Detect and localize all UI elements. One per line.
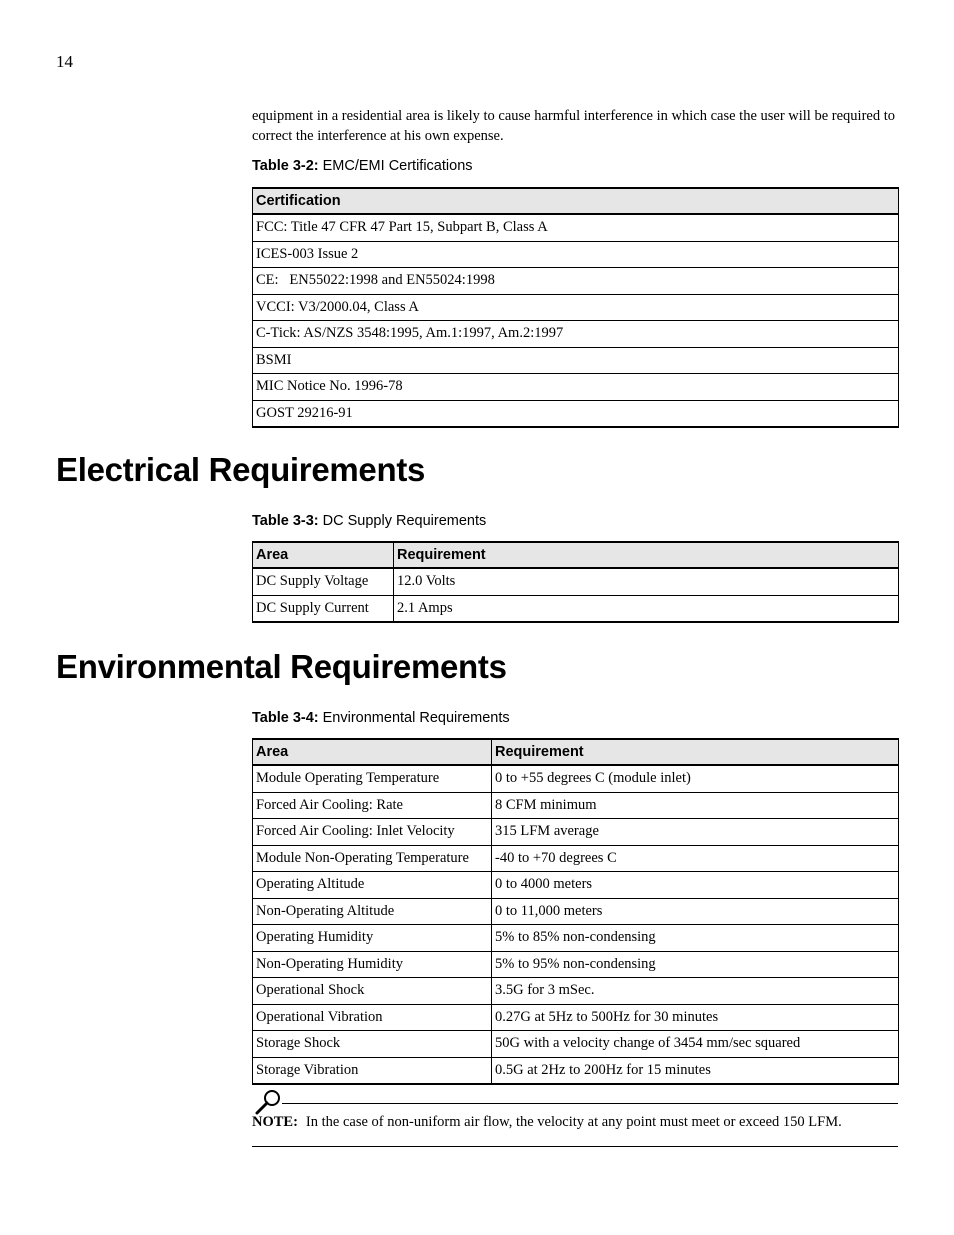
table-cell: 0 to 4000 meters <box>492 872 899 899</box>
table-cell: Operational Vibration <box>253 1004 492 1031</box>
table-cell: DC Supply Current <box>253 595 394 622</box>
table-row <box>253 792 899 819</box>
table-row <box>253 845 899 872</box>
table-cell: 315 LFM average <box>492 819 899 846</box>
table-row <box>253 347 899 374</box>
table-row <box>253 1031 899 1058</box>
table-cell: Module Operating Temperature <box>253 765 492 792</box>
table-cell: Module Non-Operating Temperature <box>253 845 492 872</box>
table-row <box>253 268 899 295</box>
table-cell: 3.5G for 3 mSec. <box>492 978 899 1005</box>
caption-title: DC Supply Requirements <box>322 513 487 529</box>
table-cell: CE: EN55022:1998 and EN55024:1998 <box>253 268 899 295</box>
header-requirement: Requirement <box>492 739 899 765</box>
section-title-environmental: Environmental Requirements <box>56 648 507 685</box>
table-cell: GOST 29216-91 <box>253 400 899 427</box>
header-area: Area <box>253 739 492 765</box>
header-requirement: Requirement <box>394 542 899 568</box>
emc-certifications-table <box>252 187 899 428</box>
table-row <box>253 321 899 348</box>
environmental-table <box>252 738 899 1085</box>
table-cell: DC Supply Voltage <box>253 568 394 595</box>
caption-title: EMC/EMI Certifications <box>322 158 473 174</box>
table-row <box>253 374 899 401</box>
caption-label: Table 3-2: <box>252 158 319 174</box>
page-number: 14 <box>56 52 73 71</box>
table-row <box>253 925 899 952</box>
table-cell: 12.0 Volts <box>394 568 899 595</box>
table-cell: Forced Air Cooling: Rate <box>253 792 492 819</box>
table-cell: 0 to 11,000 meters <box>492 898 899 925</box>
caption-label: Table 3-4: <box>252 710 319 726</box>
table-cell: VCCI: V3/2000.04, Class A <box>253 294 899 321</box>
caption-title: Environmental Requirements <box>322 710 510 726</box>
table-row <box>253 400 899 427</box>
table-row <box>253 241 899 268</box>
note-block <box>252 1114 842 1131</box>
table-cell: Operating Altitude <box>253 872 492 899</box>
table-cell: MIC Notice No. 1996-78 <box>253 374 899 401</box>
table-row <box>253 1004 899 1031</box>
header-area: Area <box>253 542 394 568</box>
table-row <box>253 595 899 622</box>
table-cell: ICES-003 Issue 2 <box>253 241 899 268</box>
note-label: NOTE: <box>252 1114 298 1130</box>
table-cell: Forced Air Cooling: Inlet Velocity <box>253 819 492 846</box>
table-env-caption <box>252 710 510 726</box>
table-cell: -40 to +70 degrees C <box>492 845 899 872</box>
table-cell: 5% to 85% non-condensing <box>492 925 899 952</box>
note-divider-top <box>282 1103 898 1104</box>
table-cell: Operational Shock <box>253 978 492 1005</box>
table-row <box>253 951 899 978</box>
section-title-electrical: Electrical Requirements <box>56 451 426 488</box>
table-emc-caption <box>252 158 473 174</box>
table-row <box>253 765 899 792</box>
table-cell: FCC: Title 47 CFR 47 Part 15, Subpart B, Class A <box>253 214 899 241</box>
table-header-row <box>253 739 899 765</box>
table-cell: Non-Operating Altitude <box>253 898 492 925</box>
table-cell: Storage Vibration <box>253 1057 492 1084</box>
note-text: In the case of non-uniform air flow, the velocity at any point must meet or exceed 150 LFM. <box>305 1114 842 1130</box>
table-row <box>253 978 899 1005</box>
table-dc-caption <box>252 513 486 529</box>
table-row <box>253 819 899 846</box>
table-row <box>253 1057 899 1084</box>
table-row <box>253 568 899 595</box>
table-row <box>253 872 899 899</box>
table-cell: 0 to +55 degrees C (module inlet) <box>492 765 899 792</box>
table-cell: 0.27G at 5Hz to 500Hz for 30 minutes <box>492 1004 899 1031</box>
intro-paragraph: equipment in a residential area is likely to cause harmful interference in which case the user will be required to correct the interference at his own expense. <box>252 108 895 144</box>
table-header-row <box>253 188 899 214</box>
table-cell: Operating Humidity <box>253 925 492 952</box>
table-cell: C-Tick: AS/NZS 3548:1995, Am.1:1997, Am.2:1997 <box>253 321 899 348</box>
table-row <box>253 898 899 925</box>
table-header-row <box>253 542 899 568</box>
table-cell: 5% to 95% non-condensing <box>492 951 899 978</box>
table-cell: 0.5G at 2Hz to 200Hz for 15 minutes <box>492 1057 899 1084</box>
note-divider-bottom <box>252 1146 898 1147</box>
header-certification: Certification <box>253 188 899 214</box>
table-row <box>253 294 899 321</box>
caption-label: Table 3-3: <box>252 513 319 529</box>
dc-supply-table <box>252 541 899 623</box>
table-cell: Storage Shock <box>253 1031 492 1058</box>
table-row <box>253 214 899 241</box>
table-cell: BSMI <box>253 347 899 374</box>
table-cell: 2.1 Amps <box>394 595 899 622</box>
table-cell: 50G with a velocity change of 3454 mm/sec squared <box>492 1031 899 1058</box>
table-cell: Non-Operating Humidity <box>253 951 492 978</box>
table-cell: 8 CFM minimum <box>492 792 899 819</box>
